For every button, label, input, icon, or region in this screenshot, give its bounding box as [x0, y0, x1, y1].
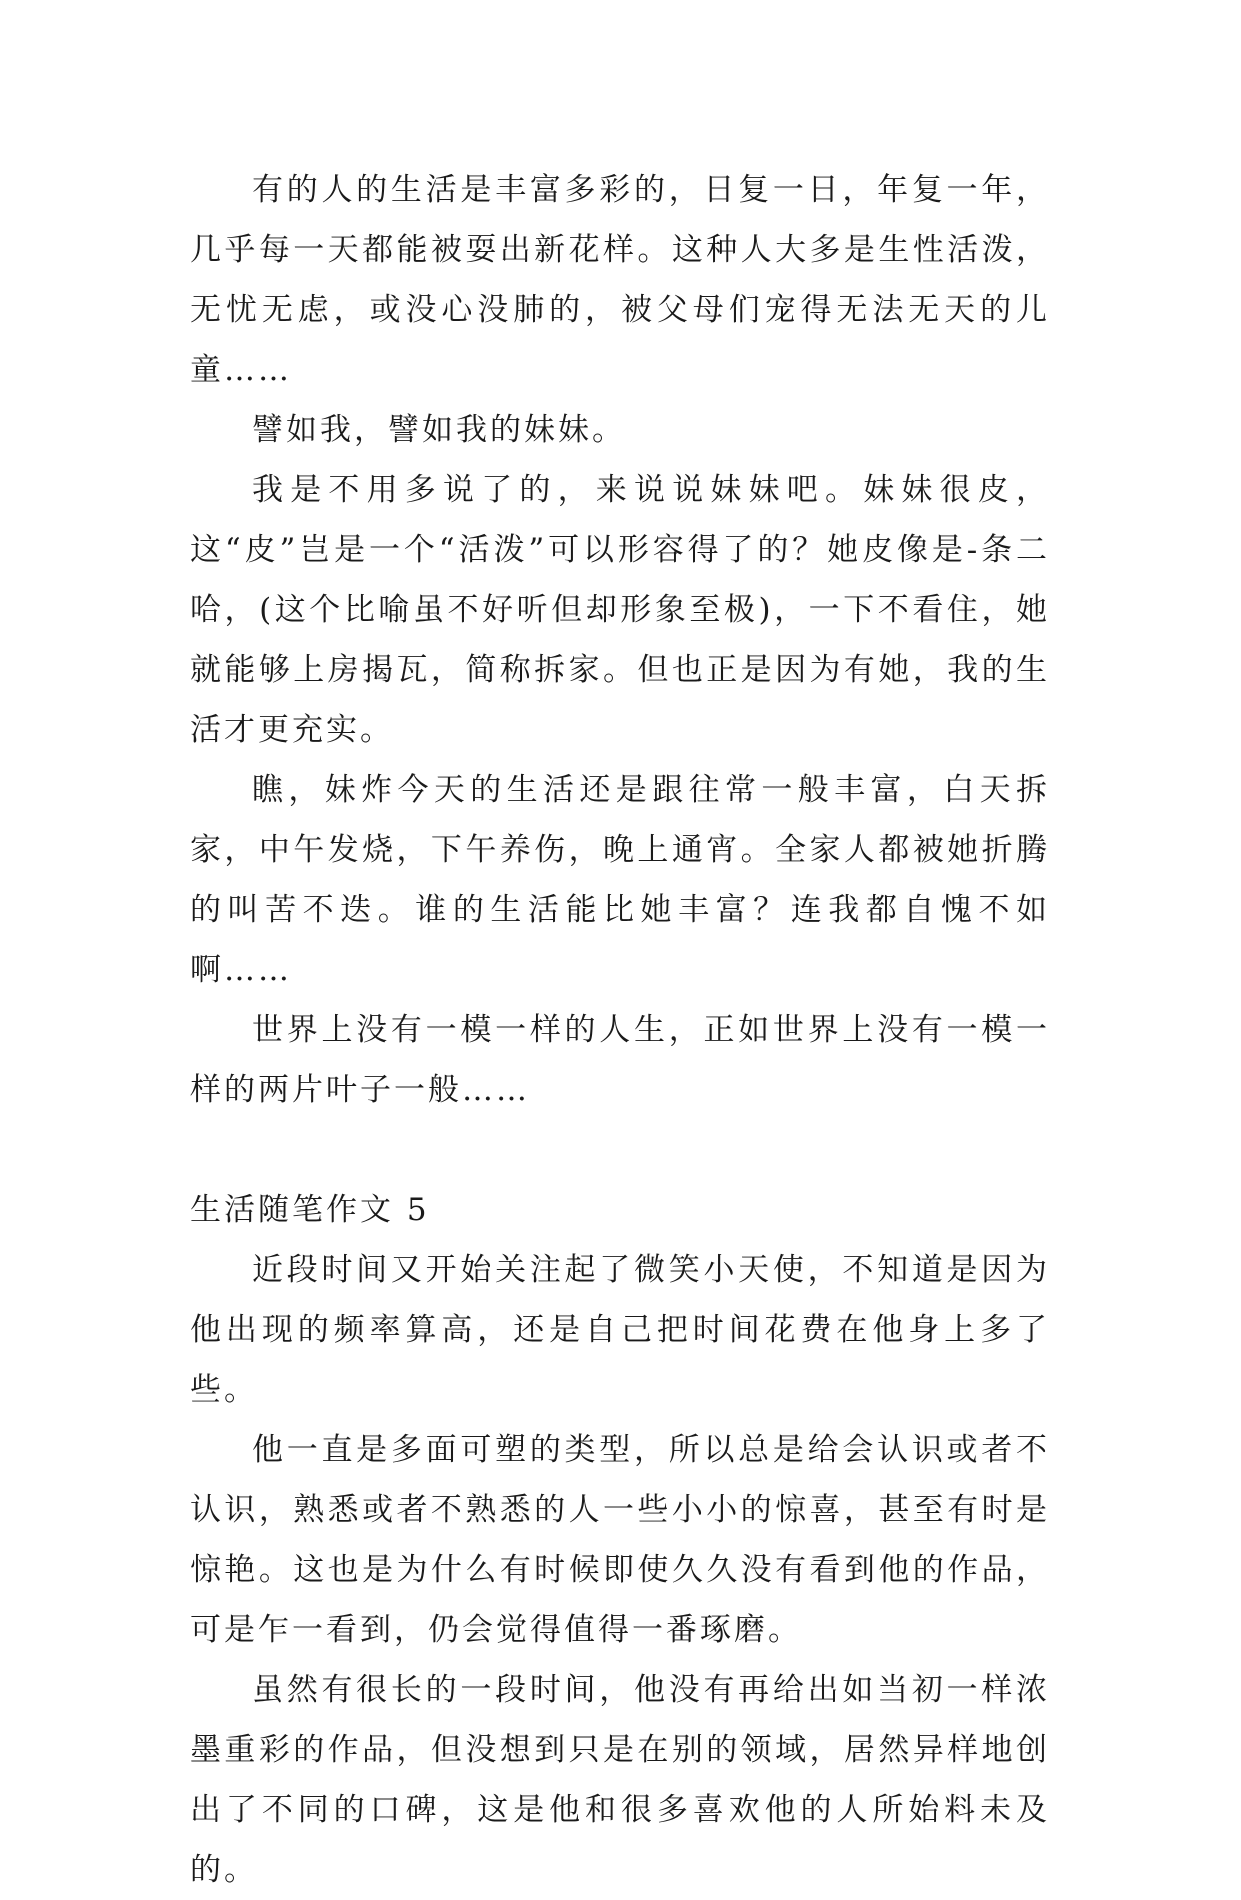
- section-gap: [190, 1120, 1050, 1180]
- paragraph: 世界上没有一模一样的人生，正如世界上没有一模一样的两片叶子一般……: [190, 1012, 1050, 1108]
- paragraph: 他一直是多面可塑的类型，所以总是给会认识或者不认识，熟悉或者不熟悉的人一些小小的惊喜，甚至有时是惊艳。这也是为什么有时候即使久久没有看到他的作品，可是乍一看到，仍会觉得值得一番琢磨。: [190, 1432, 1050, 1648]
- document-body: [190, 160, 1050, 1900]
- paragraph: 虽然有很长的一段时间，他没有再给出如当初一样浓墨重彩的作品，但没想到只是在别的领域，居然异样地创出了不同的口碑，这是他和很多喜欢他的人所始料未及的。: [190, 1672, 1050, 1888]
- paragraph: 瞧，妹炸今天的生活还是跟往常一般丰富，白天拆家，中午发烧，下午养伤，晚上通宵。全家人都被她折腾的叫苦不迭。谁的生活能比她丰富？连我都自愧不如啊……: [190, 772, 1050, 988]
- paragraph: 我是不用多说了的，来说说妹妹吧。妹妹很皮，这“皮”岂是一个“活泼”可以形容得了的？她皮像是-条二哈，(这个比喻虽不好听但却形象至极)，一下不看住，她就能够上房揭瓦，简称拆家。但也正是因为有她，我的生活才更充实。: [190, 472, 1050, 748]
- paragraph: 近段时间又开始关注起了微笑小天使，不知道是因为他出现的频率算高，还是自己把时间花费在他身上多了些。: [190, 1252, 1050, 1408]
- paragraph: 譬如我，譬如我的妹妹。: [252, 412, 626, 448]
- paragraph: 有的人的生活是丰富多彩的，日复一日，年复一年，几乎每一天都能被耍出新花样。这种人大多是生性活泼，无忧无虑，或没心没肺的，被父母们宠得无法无天的儿童……: [190, 172, 1050, 388]
- section-title: 生活随笔作文 5: [190, 1192, 430, 1228]
